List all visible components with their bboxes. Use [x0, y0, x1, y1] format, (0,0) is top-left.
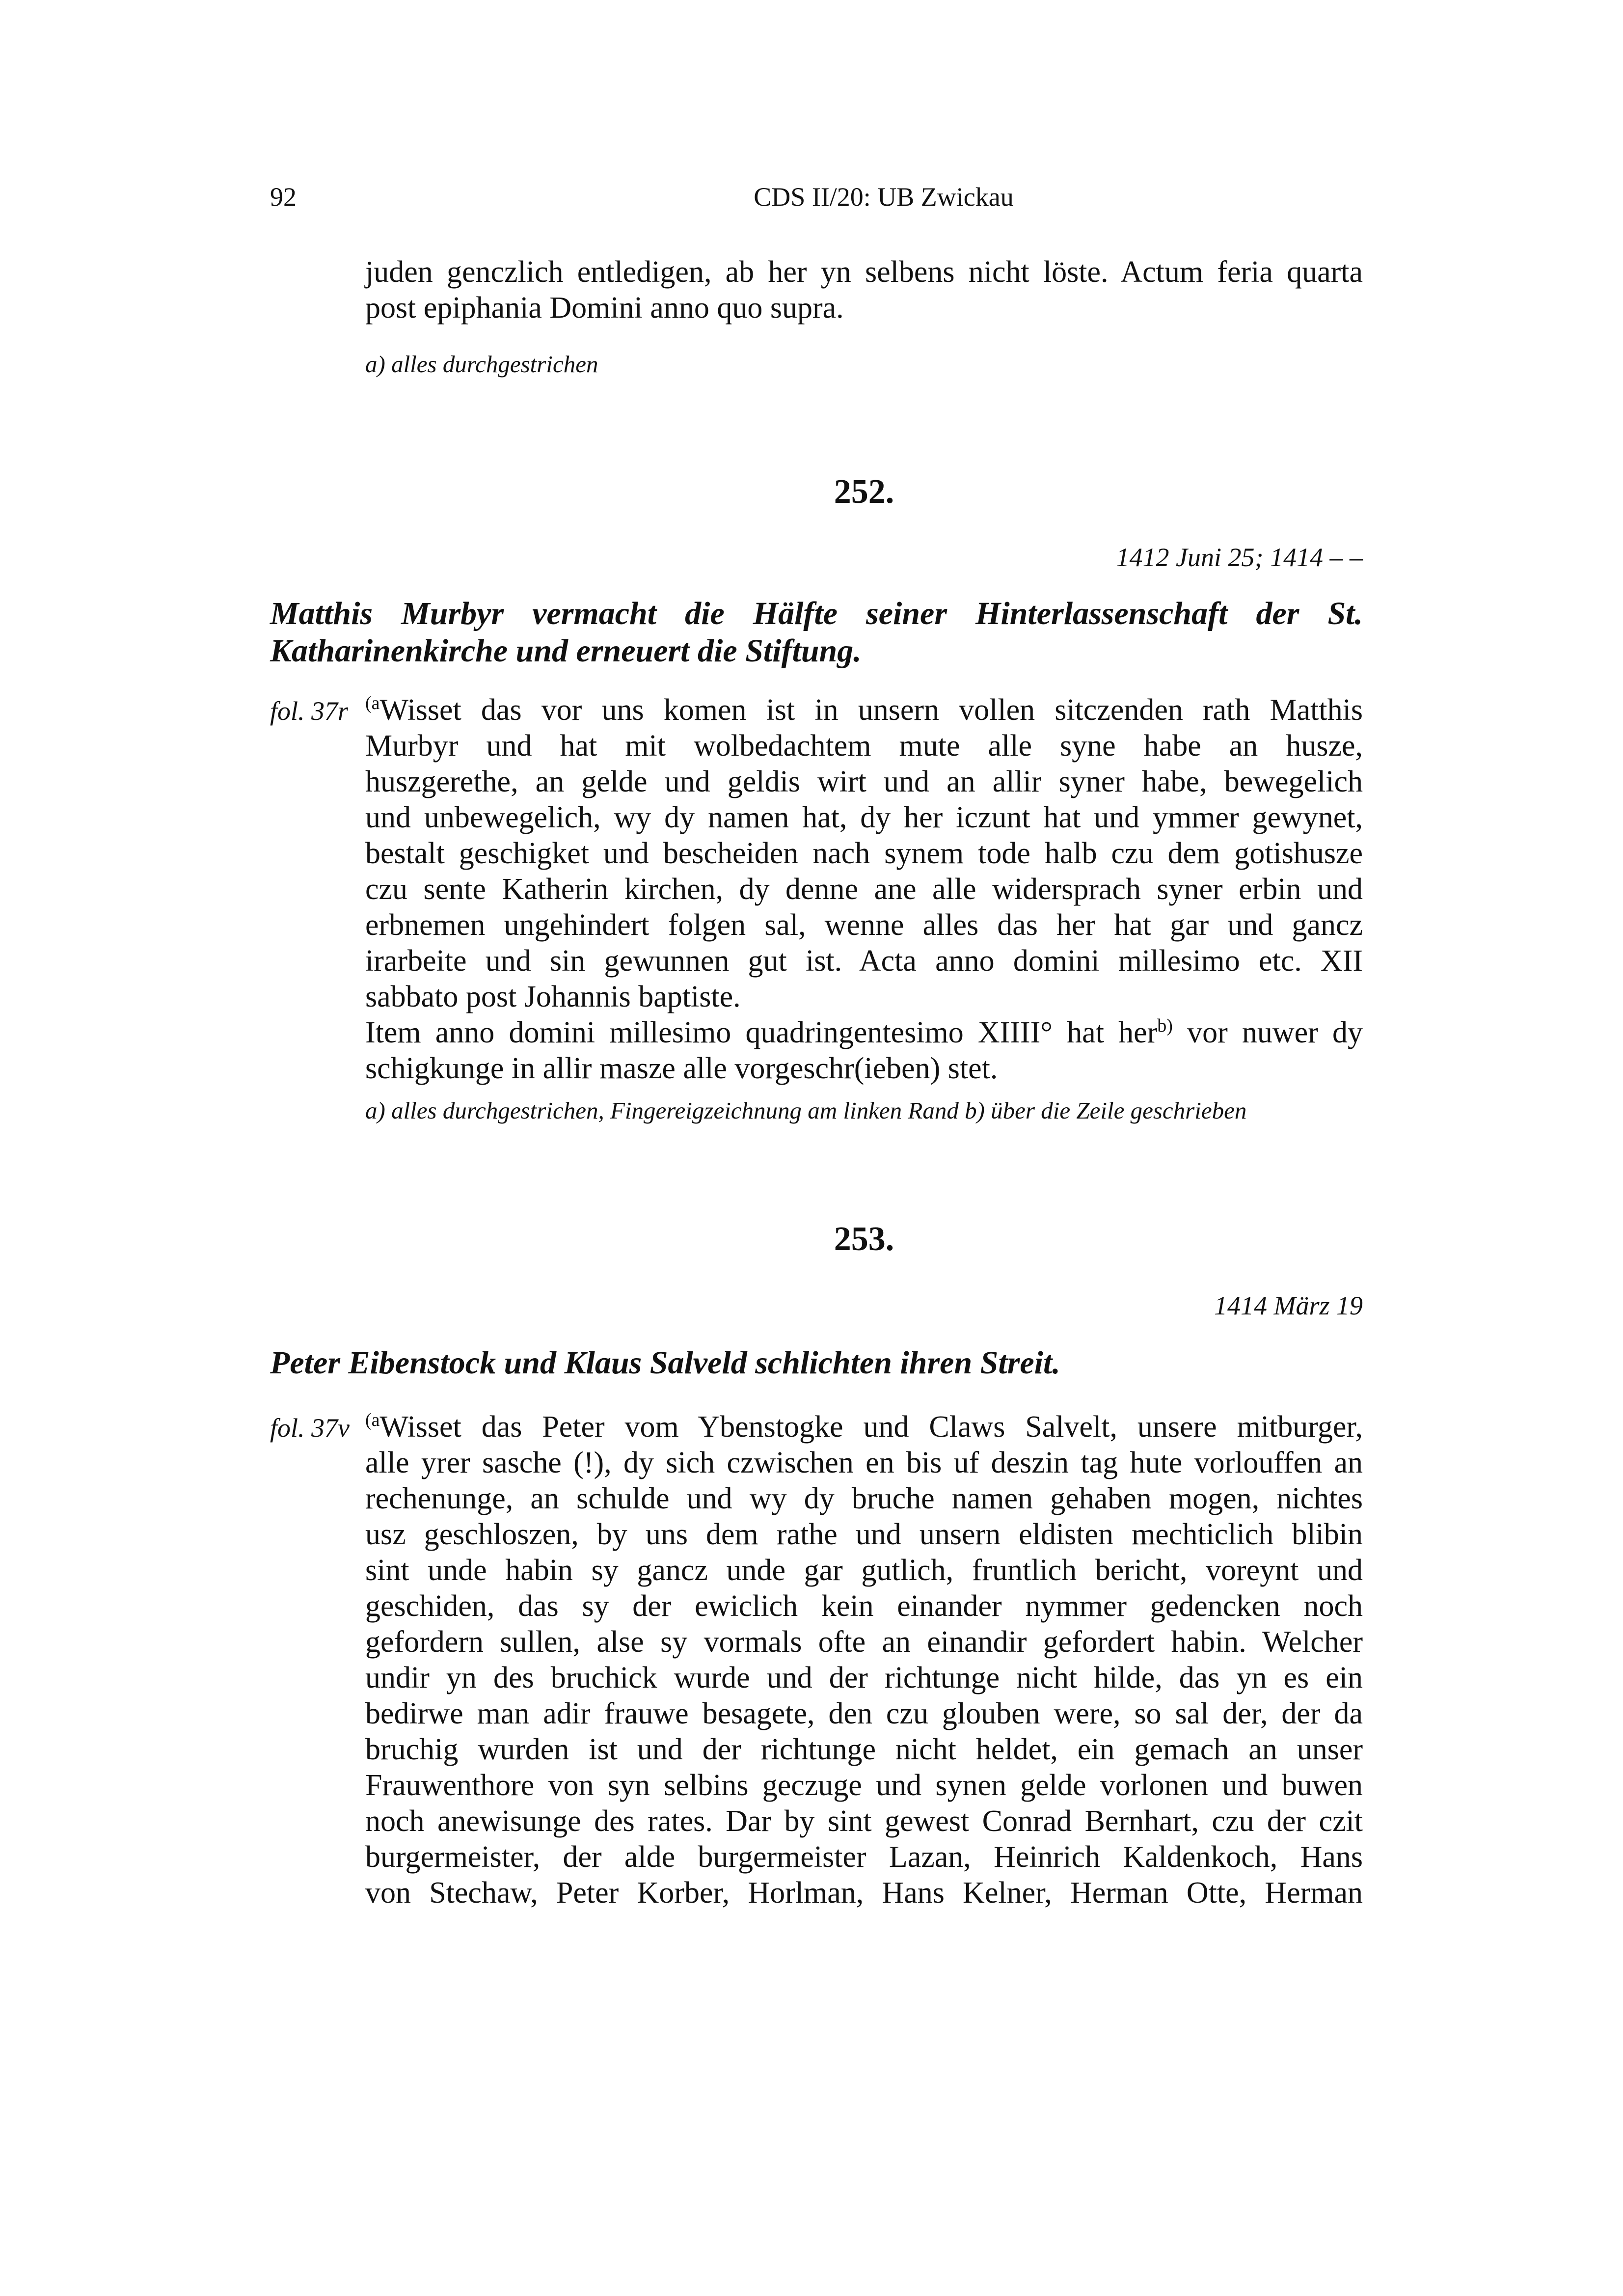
regest-line: Katharinenkirche und erneuert die Stiftung.	[270, 633, 862, 669]
text-line: noch anewisunge des rates. Dar by sint gewest Conrad Bernhart, czu der czit	[365, 1804, 1363, 1838]
text-line: bedirwe man adir frauwe besagete, den czu glouben were, so sal der, der da	[365, 1697, 1363, 1730]
text-line: bestalt geschigket und bescheiden nach synem tode halb czu dem gotishusze	[365, 837, 1363, 870]
text-line: $^{(a}$Wisset das Peter vom Ybenstogke und Claws Salvelt, unsere mitburger,	[365, 1410, 1363, 1444]
document-text	[365, 692, 1363, 1087]
text-line: burgermeister, der alde burgermeister Lazan, Heinrich Kaldenkoch, Hans	[365, 1840, 1363, 1874]
text-line: geschiden, das sy der ewiclich kein einander nymmer gedencken noch	[365, 1589, 1363, 1623]
text-line: sint unde habin sy gancz unde gar gutlich, fruntlich bericht, voreynt und	[365, 1554, 1363, 1587]
text-line: gefordern sullen, alse sy vormals ofte an einandir gefordert habin. Welcher	[365, 1625, 1363, 1659]
running-title: CDS II/20: UB Zwickau	[754, 182, 1014, 212]
document-text	[365, 1409, 1363, 1911]
text-line: usz geschloszen, by uns dem rathe und unsern eldisten mechticlich blibin	[365, 1518, 1363, 1551]
page-number: 92	[270, 182, 297, 212]
document-number: 252.	[834, 473, 894, 511]
document-date: 1412 Juni 25; 1414 – –	[1116, 543, 1363, 572]
text-line: Frauwenthore von syn selbins geczuge und synen gelde vorlonen und buwen	[365, 1769, 1363, 1802]
text-line: und unbewegelich, wy dy namen hat, dy her iczunt hat und ymmer gewynet,	[365, 801, 1363, 834]
footnote: a) alles durchgestrichen	[365, 351, 598, 378]
text-line: $^{(a}$Wisset das vor uns komen ist in unsern vollen sitczenden rath Matthis	[365, 693, 1363, 727]
text-line: erbnemen ungehindert folgen sal, wenne alles das her hat gar und gancz	[365, 908, 1363, 942]
text-line: huszgerethe, an gelde und geldis wirt und an allir syner habe, bewegelich	[365, 765, 1363, 798]
text-line: juden genczlich entledigen, ab her yn selbens nicht löste. Actum feria quarta	[365, 255, 1363, 289]
folio-reference: fol. 37r	[270, 696, 349, 726]
regest-line: Peter Eibenstock und Klaus Salveld schlichten ihren Streit.	[270, 1345, 1060, 1381]
footnote-marker: (a	[365, 693, 380, 713]
footnote: a) alles durchgestrichen, Fingereigzeichnung am linken Rand b) über die Zeile geschrieben	[365, 1097, 1247, 1124]
regest-line: Matthis Murbyr vermacht die Hälfte seiner Hinterlassenschaft der St.	[270, 596, 1363, 631]
text-line: bruchig wurden ist und der richtunge nicht heldet, ein gemach an unser	[365, 1733, 1363, 1766]
text-line: Murbyr und hat mit wolbedachtem mute alle syne habe an husze,	[365, 729, 1363, 763]
text-line: irarbeite und sin gewunnen gut ist. Acta anno domini millesimo etc. XII	[365, 944, 1363, 978]
footnote-marker: b)	[1157, 1015, 1173, 1036]
text-line: rechenunge, an schulde und wy dy bruche namen gehaben mogen, nichtes	[365, 1482, 1363, 1515]
text-line: czu sente Katherin kirchen, dy denne ane alle widersprach syner erbin und	[365, 873, 1363, 906]
regest-heading	[270, 1344, 1363, 1382]
folio-reference: fol. 37v	[270, 1413, 350, 1443]
text-line: alle yrer sasche (!), dy sich czwischen en bis uf deszin tag hute vorlouffen an	[365, 1446, 1363, 1479]
previous-document-text	[365, 254, 1363, 326]
document-number: 253.	[834, 1220, 894, 1258]
text-line: sabbato post Johannis baptiste.	[365, 980, 741, 1013]
text-line: undir yn des bruchick wurde und der richtunge nicht hilde, das yn es ein	[365, 1661, 1363, 1695]
text-line: Item anno domini millesimo quadringentesimo XIIII° hat her$^{b)}$ vor nuwer dy	[365, 1015, 1363, 1049]
text-line: post epiphania Domini anno quo supra.	[365, 291, 844, 325]
text-line: schigkunge in allir masze alle vorgeschr(ieben) stet.	[365, 1052, 998, 1085]
regest-heading	[270, 595, 1363, 670]
text-line: von Stechaw, Peter Korber, Horlman, Hans Kelner, Herman Otte, Herman	[365, 1876, 1363, 1910]
document-date: 1414 März 19	[1214, 1291, 1363, 1320]
footnote-marker: (a	[365, 1410, 380, 1430]
